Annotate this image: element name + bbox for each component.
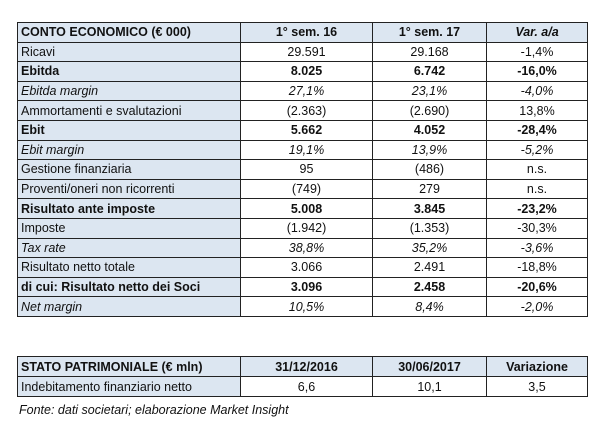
table-row: [18, 179, 588, 199]
value-cell: 27,1%: [241, 81, 373, 101]
variation-cell: -4,0%: [487, 81, 588, 101]
row-label: Tax rate: [18, 238, 241, 258]
row-label: Ebitda margin: [18, 81, 241, 101]
row-label: Indebitamento finanziario netto: [18, 377, 241, 397]
table-row: [18, 140, 588, 160]
table-row: [18, 101, 588, 121]
table-row: [18, 160, 588, 180]
variation-cell: -1,4%: [487, 42, 588, 62]
row-label: Ricavi: [18, 42, 241, 62]
value-cell: (2.363): [241, 101, 373, 121]
table-row: [18, 42, 588, 62]
value-cell: (486): [373, 160, 487, 180]
table-row: [18, 199, 588, 219]
variation-cell: -30,3%: [487, 218, 588, 238]
variation-cell: -20,6%: [487, 277, 588, 297]
source-note: Fonte: dati societari; elaborazione Market Insight: [19, 403, 289, 417]
value-cell: 38,8%: [241, 238, 373, 258]
value-cell: 29.591: [241, 42, 373, 62]
variation-cell: -28,4%: [487, 120, 588, 140]
value-cell: (1.942): [241, 218, 373, 238]
value-cell: 3.096: [241, 277, 373, 297]
table-row: [18, 81, 588, 101]
variation-cell: 13,8%: [487, 101, 588, 121]
table-row: [18, 377, 588, 397]
column-header: 31/12/2016: [241, 357, 373, 377]
row-label: Ebitda: [18, 62, 241, 82]
value-cell: (749): [241, 179, 373, 199]
value-cell: 5.008: [241, 199, 373, 219]
column-header: Variazione: [487, 357, 588, 377]
row-label: Proventi/oneri non ricorrenti: [18, 179, 241, 199]
table-row: [18, 238, 588, 258]
value-cell: 8.025: [241, 62, 373, 82]
column-header: 30/06/2017: [373, 357, 487, 377]
row-label: Risultato ante imposte: [18, 199, 241, 219]
balance-sheet-table: [17, 356, 588, 397]
value-cell: 6,6: [241, 377, 373, 397]
table-row: [18, 120, 588, 140]
header-row: [18, 357, 588, 377]
table-row: [18, 297, 588, 317]
value-cell: 23,1%: [373, 81, 487, 101]
column-header: 1° sem. 16: [241, 23, 373, 43]
variation-cell: -3,6%: [487, 238, 588, 258]
value-cell: (1.353): [373, 218, 487, 238]
value-cell: 10,5%: [241, 297, 373, 317]
variation-cell: n.s.: [487, 160, 588, 180]
variation-cell: -23,2%: [487, 199, 588, 219]
variation-cell: -18,8%: [487, 258, 588, 278]
value-cell: 29.168: [373, 42, 487, 62]
row-label: Imposte: [18, 218, 241, 238]
row-label: Net margin: [18, 297, 241, 317]
variation-cell: -5,2%: [487, 140, 588, 160]
value-cell: 8,4%: [373, 297, 487, 317]
variation-cell: -2,0%: [487, 297, 588, 317]
row-label: Ammortamenti e svalutazioni: [18, 101, 241, 121]
column-header: CONTO ECONOMICO (€ 000): [18, 23, 241, 43]
value-cell: 2.458: [373, 277, 487, 297]
value-cell: 19,1%: [241, 140, 373, 160]
value-cell: 4.052: [373, 120, 487, 140]
row-label: Ebit margin: [18, 140, 241, 160]
value-cell: 13,9%: [373, 140, 487, 160]
column-header: Var. a/a: [487, 23, 588, 43]
value-cell: (2.690): [373, 101, 487, 121]
variation-cell: -16,0%: [487, 62, 588, 82]
value-cell: 6.742: [373, 62, 487, 82]
column-header: 1° sem. 17: [373, 23, 487, 43]
value-cell: 35,2%: [373, 238, 487, 258]
table-row: [18, 258, 588, 278]
variation-cell: n.s.: [487, 179, 588, 199]
value-cell: 95: [241, 160, 373, 180]
variation-cell: 3,5: [487, 377, 588, 397]
value-cell: 3.066: [241, 258, 373, 278]
value-cell: 3.845: [373, 199, 487, 219]
value-cell: 10,1: [373, 377, 487, 397]
header-row: [18, 23, 588, 43]
value-cell: 279: [373, 179, 487, 199]
row-label: di cui: Risultato netto dei Soci: [18, 277, 241, 297]
row-label: Gestione finanziaria: [18, 160, 241, 180]
table-row: [18, 277, 588, 297]
column-header: STATO PATRIMONIALE (€ mln): [18, 357, 241, 377]
row-label: Risultato netto totale: [18, 258, 241, 278]
value-cell: 2.491: [373, 258, 487, 278]
table-row: [18, 218, 588, 238]
row-label: Ebit: [18, 120, 241, 140]
income-statement-table: [17, 22, 588, 317]
value-cell: 5.662: [241, 120, 373, 140]
table-row: [18, 62, 588, 82]
